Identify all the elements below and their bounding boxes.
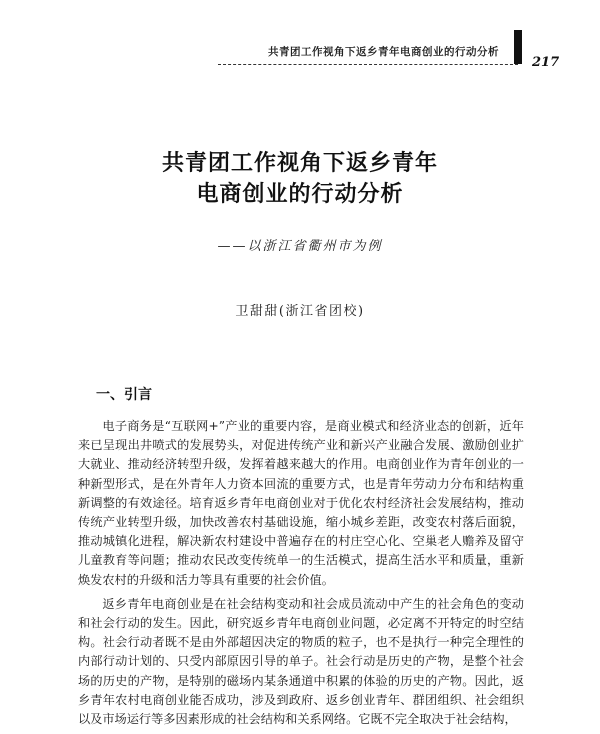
article-body: [78, 417, 524, 734]
header-bar: [514, 30, 522, 64]
running-head: 共青团工作视角下返乡青年电商创业的行动分析: [268, 46, 499, 58]
article-title-line-2: 电商创业的行动分析: [196, 181, 404, 207]
page-number: 217: [532, 55, 560, 70]
article-subtitle: ——以浙江省衢州市为例: [217, 239, 383, 254]
article-title-line-1: 共青团工作视角下返乡青年: [161, 150, 438, 176]
paragraph-1: 电子商务是“互联网+”产业的重要内容，是商业模式和经济业态的创新，近年来已呈现出井喷式的发展势头，对促进传统产业和新兴产业融合发展、激励创业扩大就业、推动经济转型升级，发挥着越来越大的作用。电商创业作为青年创业的一种新型形式，是在外青年人力资本回流的重要方式，也是青年劳动力分布和结构重新调整的有效途径。培育返乡青年电商创业对于优化农村经济社会发展结构，推动传统产业转型升级，加快改善农村基础设施，缩小城乡差距，改变农村落后面貌，推动城镇化进程，解决新农村建设中普遍存在的村庄空心化、空巢老人赡养及留守儿童教育等问题；推动农民改变传统单一的生活模式，提高生活水平和质量，重新焕发农村的升级和活力等具有重要的社会价值。: [78, 419, 524, 587]
article-author: 卫甜甜(浙江省团校): [235, 304, 365, 319]
header-rule: [218, 64, 518, 65]
paragraph-2: 返乡青年电商创业是在社会结构变动和社会成员流动中产生的社会角色的变动和社会行动的发生。因此，研究返乡青年电商创业问题，必定离不开特定的时空结构。社会行动者既不是由外部超因决定的物质的粒子，也不是执行一种完全理性的内部行动计划的、只受内部原因引导的单子。社会行动是历史的产物，是整个社会场的历史的产物，是特别的磁场内某条通道中积累的体验的历史的产物。因此，返乡青年农村电商创业能否成功，涉及到政府、返乡创业青年、群团组织、社会组织以及市场运行等多因素形成的社会结构和关系网络。它既不完全取决于社会结构，: [78, 596, 524, 727]
section-heading-introduction: 一、引言: [96, 387, 152, 403]
